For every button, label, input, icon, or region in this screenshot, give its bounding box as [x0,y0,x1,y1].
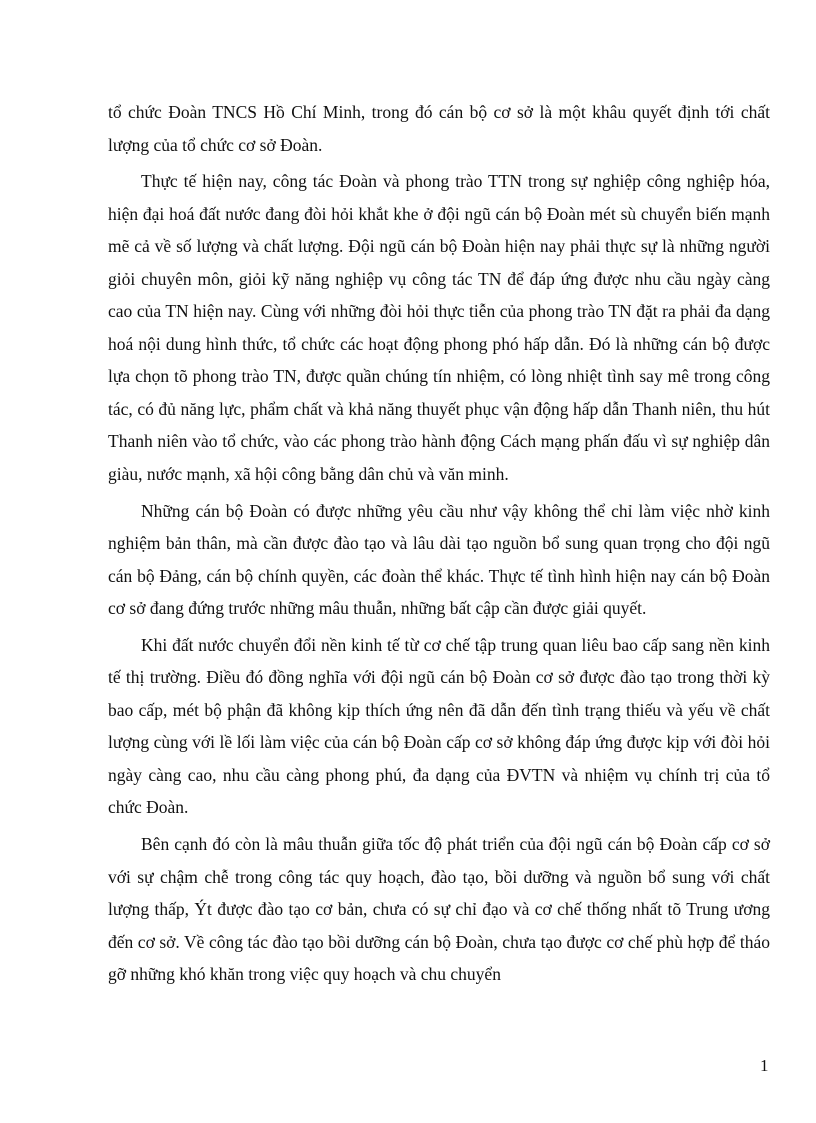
page-number: 1 [760,1056,769,1075]
body-text [108,96,770,991]
paragraph-5: Bên cạnh đó còn là mâu thuẫn giữa tốc độ phát triển của đội ngũ cán bộ Đoàn cấp cơ sở với sự chậm chễ trong công tác quy hoạch, đào tạo, bồi dưỡng và nguồn bổ sung với chất lượng thấp, Ýt được đào tạo cơ bản, chưa có sự chỉ đạo và cơ chế thống nhất tõ Trung ương đến cơ sở. Về công tác đào tạo bồi dưỡng cán bộ Đoàn, chưa tạo được cơ chế phù hợp để tháo gỡ những khó khăn trong việc quy hoạch và chu chuyển [108,834,770,985]
paragraph-2: Thực tế hiện nay, công tác Đoàn và phong trào TTN trong sự nghiệp công nghiệp hóa, hiện đại hoá đất nước đang đòi hỏi khắt khe ở đội ngũ cán bộ Đoàn mét sù chuyển biến mạnh mẽ cả về số lượng và chất lượng. Đội ngũ cán bộ Đoàn hiện nay phải thực sự là những người giỏi chuyên môn, giỏi kỹ năng nghiệp vụ công tác TN để đáp ứng được nhu cầu ngày càng cao của TN hiện nay. Cùng với những đòi hỏi thực tiễn của phong trào TN đặt ra phải đa dạng hoá nội dung hình thức, tổ chức các hoạt động phong phó hấp dẫn. Đó là những cán bộ được lựa chọn tõ phong trào TN, được quần chúng tín nhiệm, có lòng nhiệt tình say mê trong công tác, có đủ năng lực, phẩm chất và khả năng thuyết phục vận động hấp dẫn Thanh niên, thu hút Thanh niên vào tổ chức, vào các phong trào hành động Cách mạng phấn đấu vì sự nghiệp dân giàu, nước mạnh, xã hội công bằng dân chủ và văn minh. [108,171,770,485]
paragraph-1: tổ chức Đoàn TNCS Hồ Chí Minh, trong đó cán bộ cơ sở là một khâu quyết định tới chất lượng của tổ chức cơ sở Đoàn. [108,102,770,155]
paragraph-3: Những cán bộ Đoàn có được những yêu cầu như vậy không thể chỉ làm việc nhờ kinh nghiệm bản thân, mà cần được đào tạo và lâu dài tạo nguồn bổ sung quan trọng cho đội ngũ cán bộ Đảng, cán bộ chính quyền, các đoàn thể khác. Thực tế tình hình hiện nay cán bộ Đoàn cơ sở đang đứng trước những mâu thuẫn, những bất cập cần được giải quyết. [108,500,770,619]
paragraph-4: Khi đất nước chuyển đổi nền kinh tế từ cơ chế tập trung quan liêu bao cấp sang nền kinh tế thị trường. Điều đó đồng nghĩa với đội ngũ cán bộ Đoàn cơ sở được đào tạo trong thời kỳ bao cấp, mét bộ phận đã không kịp thích ứng nên đã dẫn đến tình trạng thiếu và yếu về chất lượng cùng với lề lối làm việc của cán bộ Đoàn cấp cơ sở không đáp ứng được kịp với đòi hỏi ngày càng cao, nhu cầu càng phong phú, đa dạng của ĐVTN và nhiệm vụ chính trị của tổ chức Đoàn. [108,634,770,818]
